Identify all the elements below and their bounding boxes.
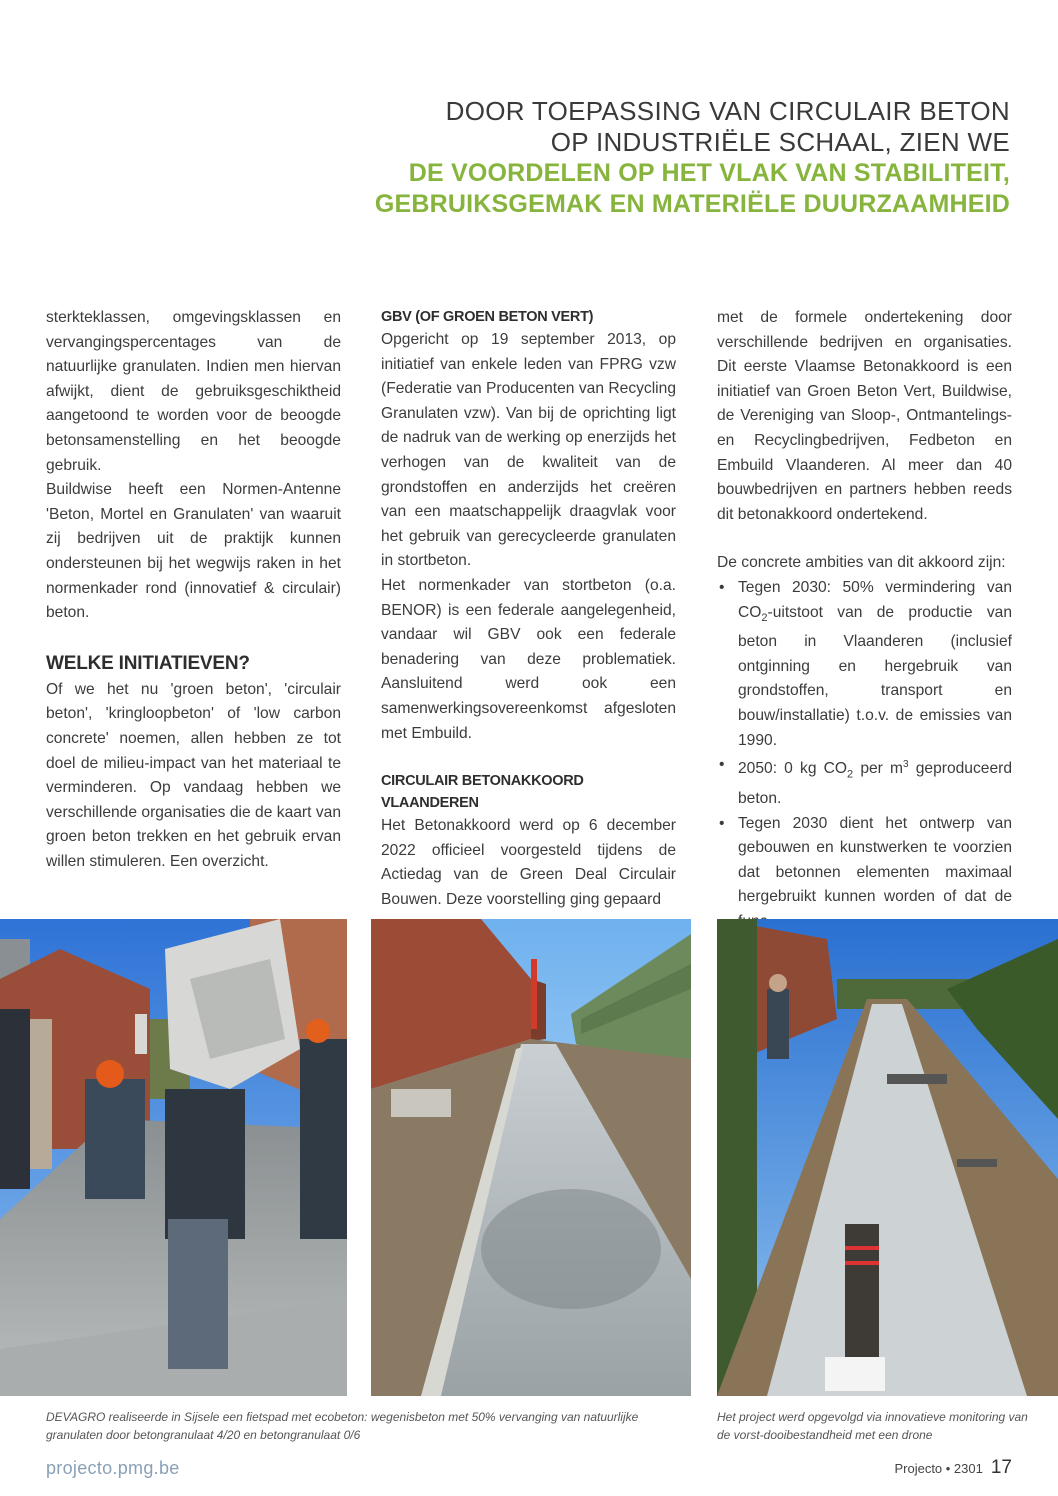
paragraph: Het normenkader van stortbeton (o.a. BENOR) is een federale aangelegenheid, vandaar wil GBV ook een federale benadering van deze problematiek. Aansluitend werd ook een samenwerkingsovereenkomst afgesloten met Embuild. <box>381 576 676 742</box>
caption-left: DEVAGRO realiseerde in Sijsele een fietspad met ecobeton: wegenisbeton met 50% vervanging van natuurlijke granulaten door betongranulaat 4/20 en betongranulaat 0/6 <box>46 1410 639 1442</box>
paragraph: Het Betonakkoord werd op 6 december 2022 officieel voorgesteld tijdens de Actiedag van de Green Deal Circulair Bouwen. Deze voorstelling ging gepaard <box>381 817 676 908</box>
photo-drone-monitoring <box>717 919 1058 1396</box>
ambitions-list <box>717 576 1012 935</box>
issue-label: Projecto • 2301 <box>894 1461 983 1476</box>
pull-quote <box>375 96 1010 220</box>
photo-fresh-concrete-path <box>371 919 691 1396</box>
page-number: 17 <box>990 1457 1012 1478</box>
list-item: • Tegen 2030 dient het ontwerp van gebouwen en kunstwerken te voorzien dat betonnen elementen maximaal hergebruikt kunnen worden of dat de <box>717 812 1012 935</box>
paragraph: De concrete ambities van dit akkoord zijn: <box>717 554 1006 572</box>
photo-concrete-pouring <box>0 919 347 1396</box>
pull-quote-line-3: DE VOORDELEN OP HET VLAK VAN STABILITEIT, <box>408 159 1010 187</box>
paragraph: Opgericht op 19 september 2013, op initiatief van enkele leden van FPRG vzw (Federatie van Producenten van Recycling Granulaten vzw). Van bij de oprichting ligt de nadruk van de werking op enerzijds het verhogen van de kwaliteit van de grondstoffen en anderzijds het creëren van een maatschappelijk draagvlak voor het gebruik van gerecycleerde granulaten in stortbeton. <box>381 331 676 570</box>
caption-right: Het project werd opgevolgd via innovatieve monitoring van de vorst-dooibestandheid met een drone <box>717 1410 1028 1442</box>
paragraph: met de formele ondertekening door verschillende bedrijven en organisaties. Dit eerste Vlaamse Betonakkoord is een initiatief van Groen Beton Vert, Buildwise, de Vereniging van Sloop-, Ontmantelings- en Recyclingbedrijven, Fedbeton en Embuild Vlaanderen. Al meer dan 40 bouwbedrijven en partners hebben reeds dit betonakkoord ondertekend. <box>717 309 1012 523</box>
list-item: • Tegen 2030: 50% vermindering van $CO_2$-uitstoot van de productie van beton in Vlaanderen (inclusief ontginning en hergebruik van grondstoffen, transport en bouw/installatie) t.o.v. de emissies van 1990. <box>717 576 1012 753</box>
text-column-3 <box>717 306 1012 935</box>
footer-issue <box>894 1457 1012 1479</box>
paragraph: Buildwise heeft een Normen-Antenne 'Beton, Mortel en Granulaten' van waaruit zij bedrijven uit de praktijk kunnen ondersteunen bij het wegwijs raken in het normenkader rond (innovatief & circulair) beton. <box>46 481 341 622</box>
text-column-2 <box>381 306 676 912</box>
pull-quote-line-4: GEBRUIKSGEMAK EN MATERIËLE DUURZAAMHEID <box>374 190 1010 218</box>
pull-quote-line-1: DOOR TOEPASSING VAN CIRCULAIR BETON <box>445 96 1010 126</box>
footer-website-link[interactable]: projecto.pmg.be <box>46 1458 180 1478</box>
subsection-heading: GBV (OF GROEN BETON VERT) <box>381 309 594 325</box>
paragraph: sterkteklassen, omgevingsklassen en vervangingspercentages van de natuurlijke granulaten. Indien men hiervan afwijkt, dient de gebruiksgeschiktheid aangetoond te worden voor de beoogde betonsamenstelling en het beoogde gebruik. <box>46 309 341 474</box>
paragraph: Of we het nu 'groen beton', 'circulair beton', 'kringloopbeton' of 'low carbon concrete' noemen, allen hebben ze tot doel de milieu-impact van het materiaal te verminderen. Op vandaag hebben we verschillende organisaties die de kaart van groen beton trekken en het gebruik ervan willen stimuleren. Een overzicht. <box>46 680 341 870</box>
subsection-heading: CIRCULAIR BETONAKKOORD VLAANDEREN <box>381 773 584 812</box>
pull-quote-line-2: OP INDUSTRIËLE SCHAAL, ZIEN WE <box>550 127 1010 157</box>
text-column-1 <box>46 306 341 874</box>
list-item: • 2050: 0 kg $CO_2$ per $m^3$ geproduceerd beton. <box>717 753 1012 811</box>
section-heading: WELKE INITIATIEVEN? <box>46 652 250 674</box>
